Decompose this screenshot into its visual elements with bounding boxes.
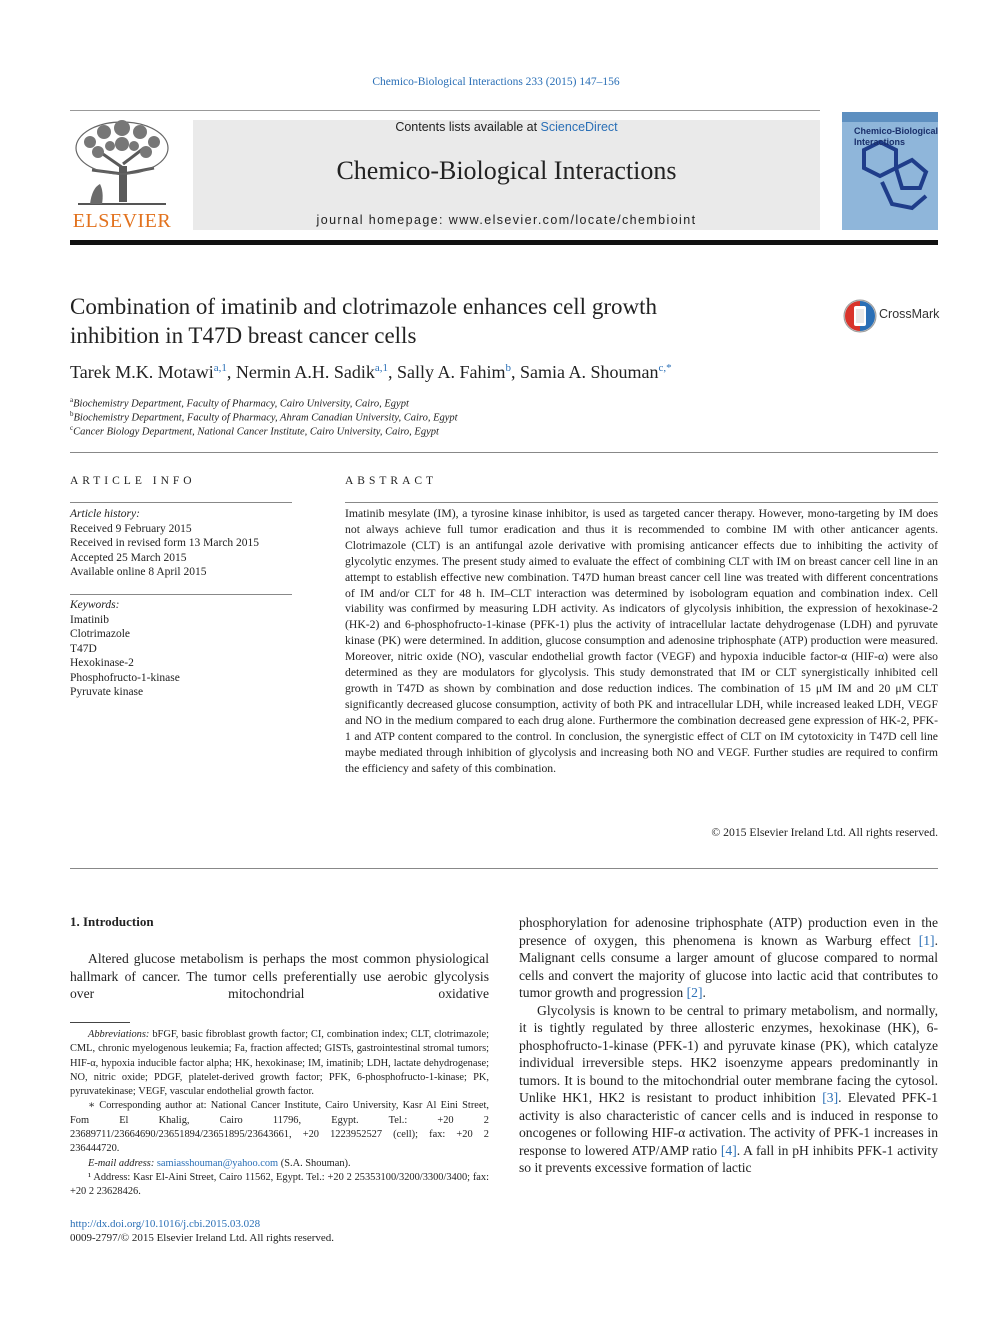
- intro-paragraph: [519, 1002, 938, 1177]
- contents-prefix: Contents lists available at: [395, 120, 541, 134]
- text-run: . Elevated PFK-1 activity is also characteristic of cancer cells and is induced in response to oncogenes or following HIF-α activation. The activity of PFK-1 increases in response to lowered ATP/AMP ratio: [519, 1090, 939, 1158]
- history-item: Accepted 25 March 2015: [70, 551, 187, 564]
- reference-link[interactable]: [3]: [822, 1090, 839, 1105]
- history-item: Received 9 February 2015: [70, 522, 192, 535]
- corresponding-author-footnote: ∗ Corresponding author at: National Cancer Institute, Cairo University, Kasr Al Eini Street, Fom El Khalig, Cairo 11796, Egypt. Tel.: +20 2 23689711/23664690/23651894/23651895/23643661, +20 1223952527 (cell); fax: +20 2 236444720.: [70, 1100, 489, 1155]
- history-item: Available online 8 April 2015: [70, 566, 207, 578]
- affiliation-marker: c: [70, 424, 74, 432]
- article-info-heading: ARTICLE INFO: [70, 475, 196, 487]
- email-footnote: [70, 1157, 489, 1171]
- author-separator: ,: [226, 362, 236, 382]
- text-run: . Malignant cells consume a larger amount of glucose compared to normal cells and convert the majority of glucose into lactic acid that contributes to tumor growth and progression: [519, 932, 938, 1000]
- abbreviations-text: bFGF, basic fibroblast growth factor; CI, combination index; CLT, clotrimazole; CML, chronic myelogenous leukemia; Fa, fraction affected; GISTs, gastrointestinal stromal tumors; HIF-α, hypoxia inducible factor alpha; HK, hexokinase; IM, imatinib; LDH, lactate dehydrogenase; NO, nitric oxide; PDGF, platelet-derived growth factor; PFK, 6-phosphofructo-1-kinase; PK, pyruvatekinase; VEGF, vascular endothelial growth factor.: [70, 1029, 489, 1098]
- affiliation: [70, 396, 409, 410]
- abstract-text: Imatinib mesylate (IM), a tyrosine kinase inhibitor, is used as targeted cancer therapy. However, mono-targeting by IM does not always achieve full tumor eradication and thus it is recommended to combine IM with other anticancer agents. Clotrimazole (CLT) is an antifungal azole derivative with promising anticancer effects due to inhibiting the activity of glycolytic enzymes. The present study aimed to evaluate the effect of combining CLT with IM on breast cancer cell line in an attempt to establish effective new combination. T47D human breast cancer cell line was treated with different concentrations of IM and/or CLT for 48 h. IM–CLT interaction was determined by isobologram equation and combination index. Cell viability was confirmed by measuring LDH activity. As indicators of glycolysis inhibition, the expression of hexokinase-2 (HK-2) and 6-phosphofructo-1-kinase (PFK-1) plus the activity of intracellular lactate dehydrogenase (LDH) and pyruvate kinase (PK) were determined. In addition, glucose consumption and adenosine triphosphate (ATP) production were measured. Moreover, nitric oxide (NO), vascular endothelial growth factor (VEGF) and hypoxia inducible factor-α (HIF-α) were also determined as they are modulators for glycolysis. This study demonstrated that IM or CLT synergistically inhibited cell growth in T47D as shown by combination and dose reduction indices. The combination of 15 μM IM and 20 μM CLT significantly decreased glucose consumption, activity of both PK and intracellular LDH, while increased leaked LDH, VEGF and NO in the medium compared to each drug alone. Furthermore the combination decreased gene expression of HK-2, PFK-1 and ATP content compared to the control. In conclusion, the synergistic effect of CLT on IM cytotoxicity in T47D cell line maybe mediated through inhibition of glycolysis and increasing both NO and VEGF. Further studies are required to confirm the efficiency and safety of this combination.: [345, 507, 938, 775]
- reference-link[interactable]: [4]: [720, 1142, 737, 1158]
- email-label: E-mail address:: [88, 1157, 157, 1169]
- reference-link[interactable]: [1]: [918, 932, 935, 948]
- keyword: Imatinib: [70, 613, 109, 626]
- keyword: Clotrimazole: [70, 628, 131, 640]
- author-separator: ,: [388, 362, 397, 382]
- text-run: Glycolysis is known to be central to primary metabolism, and normally, it is tightly regulated by three allosteric enzymes, hexokinase (HK), 6-phosphofructo-1-kinase (PFK-1) and pyruvate kinase (PK), which catalyze individual irreversible steps. HK2 isoenzyme appears predominantly in tumors. It is bound to the mitochondrial outer membrane facing the cytosol. Unlike HK1, HK2 is resistant to product inhibition: [519, 1002, 938, 1105]
- article-history: [70, 507, 259, 580]
- keyword: Pyruvate kinase: [70, 686, 144, 698]
- divider: [345, 502, 938, 503]
- history-label: Article history:: [70, 508, 140, 520]
- abstract-copyright: © 2015 Elsevier Ireland Ltd. All rights reserved.: [711, 826, 938, 839]
- author-name[interactable]: Tarek M.K. Motawi: [70, 362, 214, 382]
- keyword: Hexokinase-2: [70, 657, 134, 669]
- cover-title: Chemico-Biological Interactions: [854, 126, 938, 147]
- crossmark-icon: [842, 298, 878, 334]
- keywords: [70, 598, 180, 700]
- keywords-label: Keywords:: [70, 599, 120, 611]
- history-item: Received in revised form 13 March 2015: [70, 537, 260, 549]
- elsevier-wordmark: ELSEVIER: [72, 210, 172, 232]
- intro-paragraph-continued: [519, 914, 938, 1002]
- intro-paragraph: Altered glucose metabolism is perhaps the most common physiological hallmark of cancer. The tumor cells preferentially use aerobic glycolysis over mitochondrial oxidative: [70, 951, 489, 1001]
- abstract-heading: ABSTRACT: [345, 475, 438, 487]
- affiliation: [70, 424, 439, 438]
- author-affil-marker[interactable]: b: [505, 362, 512, 374]
- sciencedirect-link[interactable]: ScienceDirect: [540, 120, 618, 134]
- section-heading-introduction: 1. Introduction: [70, 914, 154, 929]
- author-list: [70, 362, 672, 383]
- divider: [70, 502, 292, 503]
- affiliation-marker: b: [70, 410, 74, 418]
- keyword: Phosphofructo-1-kinase: [70, 671, 180, 684]
- affiliation-text: Biochemistry Department, Faculty of Pharmacy, Cairo University, Cairo, Egypt: [73, 398, 409, 410]
- article-title: [70, 292, 790, 350]
- author-separator: ,: [511, 362, 521, 382]
- affiliation-text: Cancer Biology Department, National Cancer Institute, Cairo University, Cairo, Egypt: [73, 426, 439, 438]
- abbreviations-footnote: [70, 1028, 489, 1099]
- right-column-text: [519, 914, 938, 1177]
- author-affil-marker[interactable]: a,1: [213, 362, 227, 374]
- email-suffix: (S.A. Shouman).: [278, 1157, 351, 1169]
- author-affil-marker[interactable]: a,1: [374, 362, 388, 374]
- divider: [70, 452, 938, 453]
- journal-homepage[interactable]: journal homepage: www.elsevier.com/locate/chembioint: [316, 213, 697, 227]
- text-run: . A fall in pH inhibits PFK-1 activity so it prevents excessive formation of lactic: [519, 1142, 938, 1175]
- email-link[interactable]: samiasshouman@yahoo.com: [156, 1157, 279, 1169]
- doi-link[interactable]: http://dx.doi.org/10.1016/j.cbi.2015.03.028: [70, 1218, 261, 1230]
- crossmark-label[interactable]: CrossMark: [879, 307, 940, 321]
- divider: [70, 868, 938, 869]
- abbreviations-label: Abbreviations:: [88, 1029, 150, 1040]
- author-name[interactable]: Samia A. Shouman: [520, 362, 659, 382]
- affiliation: [70, 410, 458, 424]
- author-name[interactable]: Sally A. Fahim: [397, 362, 506, 382]
- text-run: .: [702, 985, 706, 1000]
- author-name[interactable]: Nermin A.H. Sadik: [235, 362, 375, 382]
- affiliation-marker: a: [70, 396, 74, 404]
- article-title-line-2: inhibition in T47D breast cancer cells: [70, 323, 417, 348]
- footnotes: [70, 1028, 489, 1200]
- footnote-rule: [70, 1022, 130, 1023]
- contents-available-line: [193, 120, 820, 134]
- header-top-rule: [70, 110, 820, 111]
- address-footnote: ¹ Address: Kasr El-Aini Street, Cairo 11562, Egypt. Tel.: +20 2 25353100/3200/3300/3400; fax: +20 2 23628426.: [70, 1171, 489, 1198]
- journal-cover-thumbnail[interactable]: [842, 112, 938, 230]
- reference-link[interactable]: [2]: [686, 985, 703, 1000]
- divider: [70, 594, 292, 595]
- text-run: phosphorylation for adenosine triphosphate (ATP) production even in the presence of oxygen, this phenomena is known as Warburg effect: [519, 915, 938, 948]
- article-title-line-1: Combination of imatinib and clotrimazole enhances cell growth: [70, 294, 657, 319]
- keyword: T47D: [70, 642, 97, 655]
- journal-citation[interactable]: Chemico-Biological Interactions 233 (2015) 147–156: [372, 76, 620, 88]
- issn-copyright: 0009-2797/© 2015 Elsevier Ireland Ltd. All rights reserved.: [70, 1232, 335, 1244]
- header-thick-rule: [70, 240, 938, 245]
- affiliation-text: Biochemistry Department, Faculty of Pharmacy, Ahram Canadian University, Cairo, Egypt: [73, 412, 458, 424]
- author-affil-marker[interactable]: c,*: [658, 362, 672, 374]
- journal-name: Chemico-Biological Interactions: [336, 156, 677, 185]
